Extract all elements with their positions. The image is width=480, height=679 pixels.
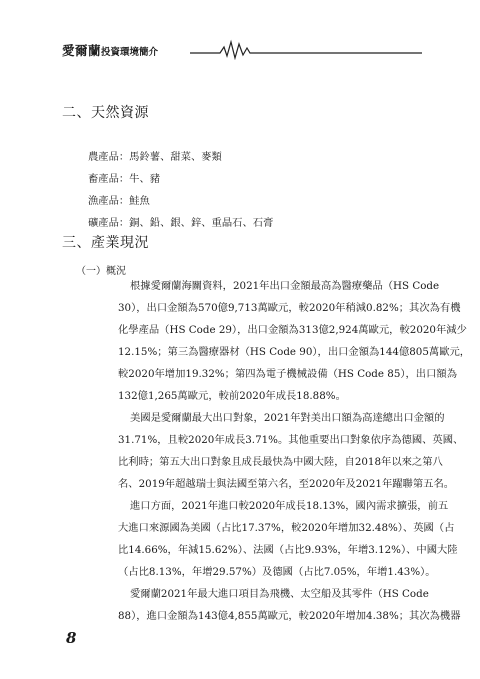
resource-item-livestock: 畜產品：牛、豬 [88,173,161,185]
paragraph-line: 較2020年增加19.32%；第四為電子機械設備（HS Code 85），出口額為 [118,368,457,380]
paragraph-line: 化學產品（HS Code 29），出口金額為313億2,924萬歐元，較2020年減少 [118,324,467,336]
header-title-main: 愛爾蘭 [62,43,102,58]
subsection-heading-overview: （一）概況 [76,266,126,277]
resource-item-minerals: 礦產品：銅、鉛、銀、鋅、重晶石、石膏 [88,217,274,229]
paragraph-line: 30），出口金額為570億9,713萬歐元，較2020年稍減0.82%；其次為有機 [118,302,461,314]
section-heading-industry-status: 三、產業現況 [62,235,149,251]
paragraph-line: 31.71%，且較2020年成長3.71%。其他重要出口對象依序為德國、英國、 [118,434,464,446]
paragraph-line: 12.15%；第三為醫療器材（HS Code 90），出口金額為144億805萬歐元， [118,346,471,358]
paragraph-line: （占比8.13%，年增29.57%）及德國（占比7.05%，年增1.43%）。 [118,566,436,578]
resource-item-fishery: 漁產品：鮭魚 [88,195,150,207]
paragraph-line: 比14.66%，年減15.62%）、法國（占比9.93%，年增3.12%）、中國大陸 [118,544,458,556]
paragraph-line: 比利時；第五大出口對象且成長最快為中國大陸，自2018年以來之第八 [118,456,443,468]
paragraph-line: 大進口來源國為美國（占比17.37%，較2020年增加32.48%）、英國（占 [118,522,455,534]
running-header [62,38,422,60]
paragraph-line: 名、2019年超越瑞士與法國至第六名，至2020年及2021年躍聯第五名。 [118,478,455,490]
paragraph-line: 根據愛爾蘭海關資料，2021年出口金額最高為醫療藥品（HS Code [130,280,440,292]
paragraph-line: 88），進口金額為143億4,855萬歐元，較2020年增加4.38%；其次為機器 [118,610,461,622]
header-title [62,41,158,59]
paragraph-line: 美國是愛爾蘭最大出口對象，2021年對美出口額為高達總出口金額的 [130,412,445,424]
resource-item-agriculture: 農產品：馬鈴薯、甜菜、麥類 [88,151,222,163]
section-heading-natural-resources: 二、天然資源 [62,105,149,121]
paragraph-line: 132億1,265萬歐元，較前2020年成長18.88%。 [118,390,346,402]
paragraph-line: 進口方面，2021年進口較2020年成長18.13%，國內需求擴張，前五 [130,500,449,512]
page-number: 8 [66,629,77,647]
header-title-sub: 投資環境簡介 [101,47,159,58]
paragraph-line: 愛爾蘭2021年最大進口項目為飛機、太空船及其零件（HS Code [130,588,429,600]
